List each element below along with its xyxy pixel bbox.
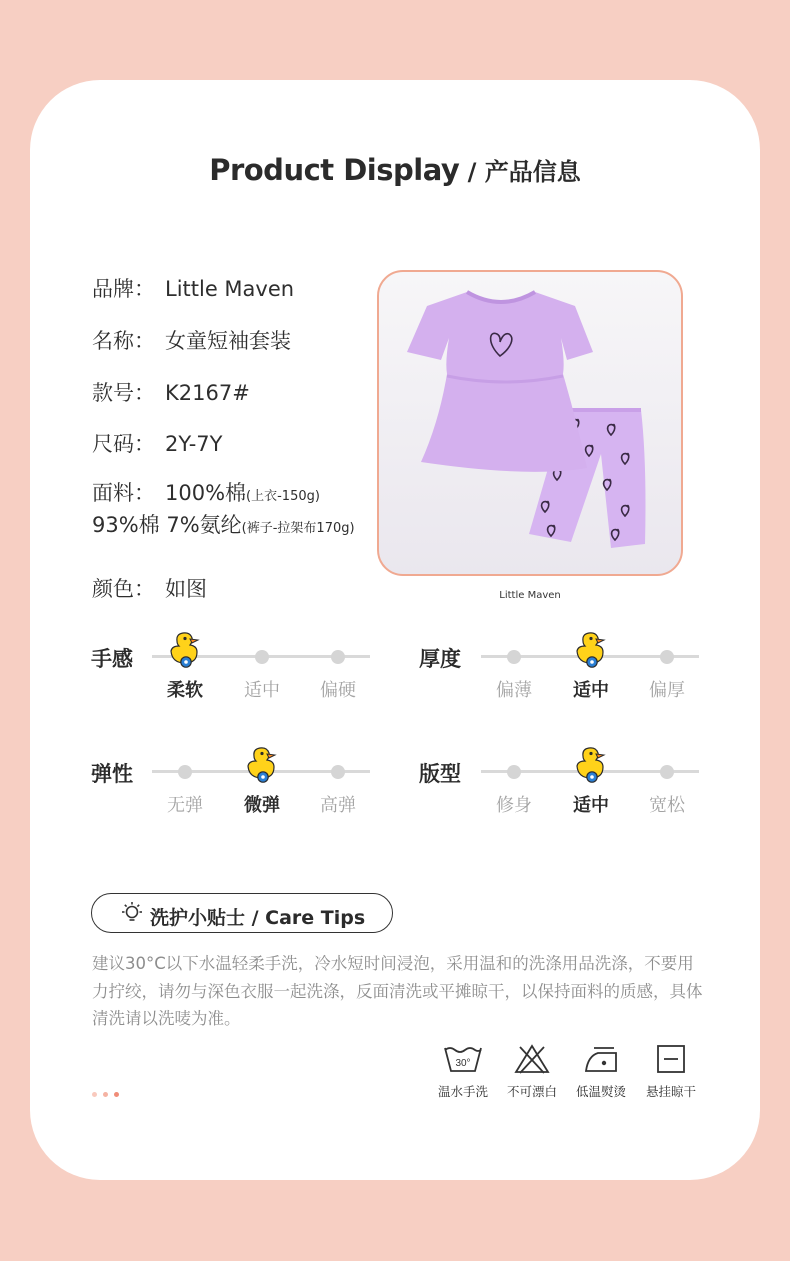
tshirt-illustration: [407, 292, 593, 472]
attribute-label: 弹性: [91, 762, 133, 786]
no-bleach-icon: [514, 1044, 550, 1074]
attribute-label: 手感: [91, 647, 133, 671]
slider-dot: [255, 650, 269, 664]
brand-row: 品牌： Little Maven: [92, 277, 295, 301]
low-iron-icon: [582, 1044, 620, 1074]
attribute-option: 微弹: [244, 795, 280, 816]
attribute-option: 偏厚: [649, 680, 685, 701]
slider-dot: [331, 765, 345, 779]
slider-dot: [178, 765, 192, 779]
product-photo: [377, 270, 683, 576]
attribute-label: 版型: [419, 762, 461, 786]
slider-dot: [660, 765, 674, 779]
attribute-option: 适中: [573, 795, 609, 816]
slider-dot: [507, 650, 521, 664]
duck-marker-icon: [245, 746, 279, 784]
attribute-option: 适中: [573, 680, 609, 701]
care-tips-heading: 洗护小贴士 / Care Tips: [91, 893, 393, 933]
name-row: 名称： 女童短袖套装: [92, 329, 291, 353]
page-title: Product Display / 产品信息: [209, 153, 581, 187]
model-row: 款号： K2167#: [92, 381, 250, 405]
hang-dry-icon: [656, 1044, 686, 1074]
attribute-option: 适中: [244, 680, 280, 701]
page-dot-2: [103, 1092, 108, 1097]
care-item-no-bleach: 不可漂白: [496, 1044, 568, 1100]
photo-caption: Little Maven: [499, 590, 561, 601]
attribute-option: 宽松: [649, 795, 685, 816]
attribute-label: 厚度: [419, 647, 461, 671]
svg-text:30°: 30°: [455, 1058, 471, 1069]
attribute-option: 高弹: [320, 795, 356, 816]
duck-marker-icon: [574, 631, 608, 669]
care-tips-text: 建议30°C以下水温轻柔手洗，冷水短时间浸泡，采用温和的洗涤用品洗涤，不要用力拧绞，请勿与深色衣服一起洗涤，反面清洗或平摊晾干，以保持面料的质感，具体清洗请以洗唛为准。: [92, 954, 703, 1028]
fabric-row: 面料： 100%棉(上衣-150g) 93%棉 7%氨纶(裤子-拉架布170g): [92, 481, 355, 537]
care-item-low-iron: 低温熨烫: [565, 1044, 637, 1100]
color-row: 颜色： 如图: [92, 577, 207, 601]
attribute-option: 柔软: [167, 680, 203, 701]
attribute-option: 修身: [496, 795, 532, 816]
attribute-option: 偏硬: [320, 680, 356, 701]
attribute-option: 偏薄: [496, 680, 532, 701]
hand-wash-icon: [443, 1044, 483, 1074]
lightbulb-icon: [121, 901, 143, 925]
size-row: 尺码： 2Y-7Y: [92, 432, 223, 456]
slider-dot: [507, 765, 521, 779]
care-item-hand-wash: 30° 温水手洗: [427, 1044, 499, 1100]
duck-marker-icon: [168, 631, 202, 669]
slider-dot: [331, 650, 345, 664]
duck-marker-icon: [574, 746, 608, 784]
page-dot-1: [92, 1092, 97, 1097]
attribute-option: 无弹: [167, 795, 203, 816]
care-item-hang-dry: 悬挂晾干: [635, 1044, 707, 1100]
page-dot-3: [114, 1092, 119, 1097]
slider-dot: [660, 650, 674, 664]
